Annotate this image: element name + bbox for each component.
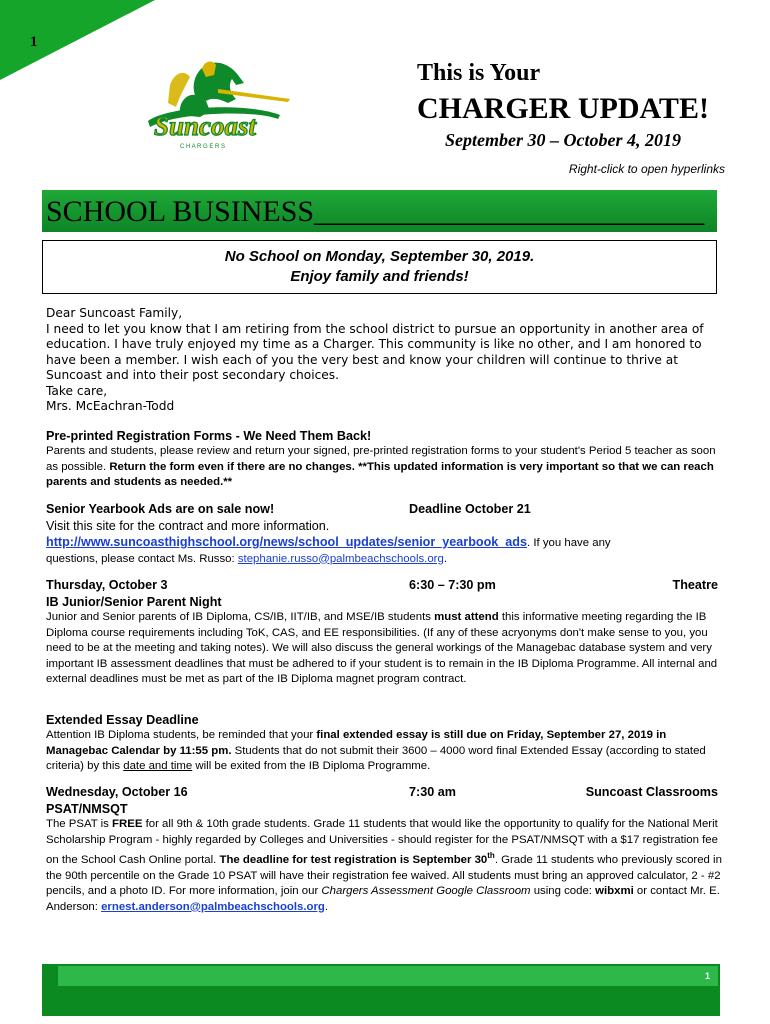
header-dates: September 30 – October 4, 2019	[445, 130, 681, 150]
registration-section	[46, 428, 726, 491]
footer-page-number: 1	[704, 971, 710, 981]
psat-date: Wednesday, October 16	[46, 785, 188, 799]
letter-closing: Take care,	[46, 383, 108, 398]
essay-title: Extended Essay Deadline	[46, 713, 199, 727]
russo-email-link[interactable]: stephanie.russo@palmbeachschools.org	[237, 552, 444, 565]
ib-night-header-row	[46, 578, 726, 594]
ib-night-section	[46, 578, 726, 688]
yearbook-link-row: http://www.suncoasthighschool.org/news/school_updates/senior_yearbook_ads. If you have any	[46, 535, 611, 549]
section-banner	[42, 190, 717, 232]
essay-section	[46, 712, 726, 775]
yearbook-title: Senior Yearbook Ads are on sale now!	[46, 502, 275, 516]
hyperlink-hint: Right-click to open hyperlinks	[568, 162, 725, 176]
psat-header-row	[46, 785, 726, 801]
yearbook-section	[46, 502, 726, 567]
essay-body: Attention IB Diploma students, be reminded that your final extended essay is still due on Friday, September 27, 2019 in Managebac Calendar by 11:55 pm. Students that do not submit their 3600 – 4000 word final Extended Essay (according to stated criteria) by this date and time will be exited from the IB Diploma Programme.	[46, 729, 706, 773]
letter-greeting: Dear Suncoast Family,	[46, 306, 183, 320]
banner-title: SCHOOL BUSINESS__________________________	[46, 195, 705, 228]
logo-subtext: C H A R G E R S	[180, 144, 226, 150]
no-school-notice	[42, 240, 717, 294]
letter-signature: Mrs. McEachran-Todd	[46, 399, 175, 413]
yearbook-line1: Visit this site for the contract and more information.	[46, 519, 330, 533]
psat-body: The PSAT is FREE for all 9th & 10th grade students. Grade 11 students that would like the opportunity to qualify for the National Merit Scholarship Program - highly regarded by Colleges and Universities - should register for the PSAT/NMSQT with a $17 registration fee on the School Cash Online portal. The deadline for test registration is September 30th. Grade 11 students who previously scored in the 90th percentile on the Grade 10 PSAT will have their registration fee waived. All students must bring an approved calculator, 2 - #2 pencils, and a photo ID. For more information, join our Chargers Assessment Google Classroom using code: wibxmi or contact Mr. E. Anderson: ernest.anderson@palmbeachschools.org.	[46, 818, 722, 913]
logo-word: Suncoast	[154, 111, 257, 141]
psat-time: 7:30 am	[409, 785, 456, 799]
header-title: CHARGER UPDATE!	[417, 92, 709, 125]
yearbook-contact: questions, please contact Ms. Russo: stephanie.russo@palmbeachschools.org.	[46, 552, 447, 565]
ib-night-place: Theatre	[672, 578, 718, 592]
footer-inner-bar	[58, 966, 718, 986]
page-number: 1	[30, 34, 38, 50]
yearbook-header-row	[46, 502, 726, 518]
yearbook-deadline: Deadline October 21	[409, 502, 531, 516]
ib-night-title: IB Junior/Senior Parent Night	[46, 595, 222, 609]
psat-section	[46, 785, 726, 915]
ib-night-body: Junior and Senior parents of IB Diploma, CS/IB, IIT/IB, and MSE/IB students must attend this informative meeting regarding the IB Diploma course requirements including ToK, CAS, and EE responsibilities. (If any of these acryonyms don't make sense to you, you need to be at the meeting and taking notes). We will also discuss the general workings of the Managebac database system and very important IB assessment deadlines that must be adhered to if your student is to remain in the IB Diploma Programme. All internal and external deadlines must be met as part of the IB Diploma magnet program contract.	[46, 611, 718, 686]
registration-title: Pre-printed Registration Forms - We Need Them Back!	[46, 429, 372, 443]
anderson-email-link[interactable]: ernest.anderson@palmbeachschools.org	[101, 900, 325, 913]
notice-line1: No School on Monday, September 30, 2019.	[224, 248, 535, 265]
notice-line2: Enjoy family and friends!	[290, 268, 469, 285]
corner-triangle	[0, 0, 155, 80]
header-line1: This is Your	[417, 60, 541, 86]
suncoast-chargers-logo	[140, 55, 290, 155]
retirement-letter	[46, 306, 726, 415]
yearbook-ads-link[interactable]: http://www.suncoasthighschool.org/news/school_updates/senior_yearbook_ads	[46, 535, 527, 549]
ib-night-time: 6:30 – 7:30 pm	[409, 578, 496, 592]
ib-night-date: Thursday, October 3	[46, 578, 168, 592]
psat-place: Suncoast Classrooms	[585, 785, 718, 799]
google-classroom-name: Chargers Assessment Google Classroom	[321, 885, 531, 898]
psat-title: PSAT/NMSQT	[46, 802, 128, 816]
registration-body: Parents and students, please review and return your signed, pre-printed registration forms to your student's Period 5 teacher as soon as possible. Return the form even if there are no changes. **This updated information is very important so that we can reach parents and students as needed.**	[46, 445, 716, 489]
letter-body: I need to let you know that I am retiring from the school district to pursue an opportunity in another area of education. I have truly enjoyed my time as a Charger. This community is like no other, and I am honored to have been a member. I wish each of you the very best and know your children will continue to thrive at Suncoast and into their post secondary choices.	[46, 321, 704, 382]
